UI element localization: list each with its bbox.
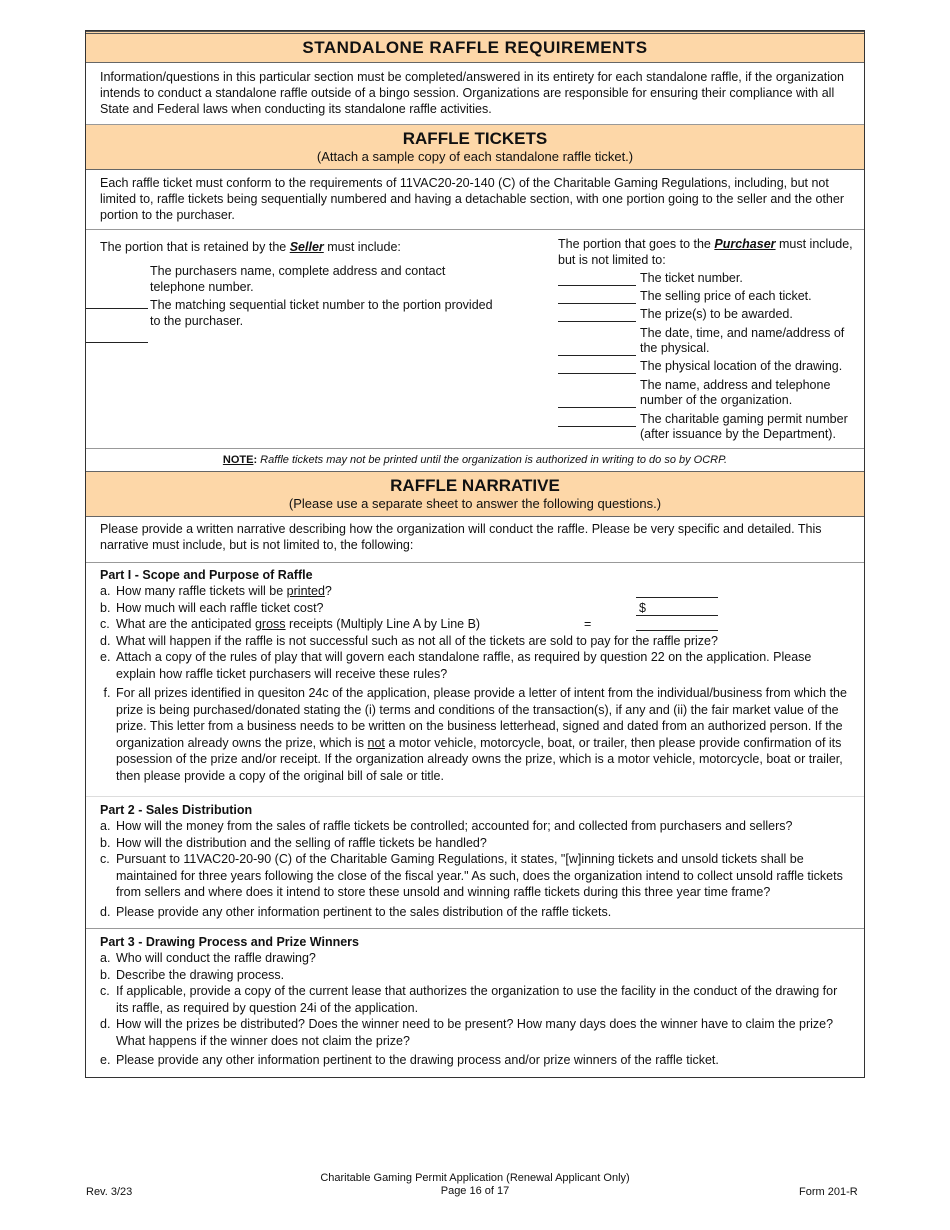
purchaser-blank-4[interactable] [558,355,636,356]
narrative-header [86,472,864,517]
footer-center [200,1172,750,1198]
narrative-title: RAFFLE NARRATIVE [390,476,560,495]
part2-title: Part 2 - Sales Distribution [100,803,253,817]
tickets-header [86,125,864,170]
purchaser-blank-1[interactable] [558,285,636,286]
purchaser-blank-5[interactable] [558,373,636,374]
narrative-intro: Please provide a written narrative describing how the organization will conduct the raffle. Please be very specific and detailed. This narrative must include, but is not limited to, the following: [100,522,822,552]
narrative-subtitle: (Please use a separate sheet to answer the following questions.) [288,496,662,511]
purchaser-item: The name, address and telephone number of the organization. [558,378,858,408]
form-frame [85,30,865,1078]
equals-sign: = [584,617,592,631]
standalone-intro-section [86,63,864,125]
footer-page-number: Page 16 of 17 [440,1185,510,1197]
part2-item-d: d. Please provide any other information pertinent to the sales distribution of the raffle tickets. [100,904,612,919]
part3-item-a: a. Who will conduct the raffle drawing? [100,951,316,965]
seller-blank-2[interactable] [86,342,148,343]
purchaser-item: The date, time, and name/address of the physical. [558,326,858,356]
part2-section [86,797,864,929]
note-text: Raffle tickets may not be printed until the organization is authorized in writing to do so by OCRP. [260,454,728,466]
part2-item-b: b. How will the distribution and the selling of raffle tickets be handled? [100,835,487,850]
part3-item-e: e. Please provide any other information pertinent to the drawing process and/or prize winners of the raffle ticket. [100,1053,719,1067]
narrative-intro-section [86,517,864,563]
purchaser-blank-7[interactable] [558,426,636,427]
purchaser-item: The ticket number. [558,271,858,286]
part1-item-c: c. What are the anticipated gross receipts (Multiply Line A by Line B) = [100,616,850,633]
part1-title: Part I - Scope and Purpose of Raffle [100,568,313,582]
purchaser-heading: The portion that goes to the Purchaser must include, but is not limited to: [558,237,853,267]
ticket-portions [86,230,864,449]
purchaser-item: The selling price of each ticket. [558,289,858,304]
footer-title: Charitable Gaming Permit Application (Renewal Applicant Only) [320,1172,630,1184]
purchaser-item: The prize(s) to be awarded. [558,307,858,322]
tickets-printed-field[interactable] [636,583,718,598]
gross-receipts-field[interactable] [636,616,718,631]
purchaser-blank-3[interactable] [558,321,636,322]
tickets-subtitle: (Attach a sample copy of each standalone raffle ticket.) [316,149,634,164]
part3-section [86,929,864,1077]
footer-revision: Rev. 3/23 [86,1186,133,1198]
part1-item-e: e. Attach a copy of the rules of play that will govern each standalone raffle, as required by question 22 on the application. Please explain how raffle ticket purchasers will receive these rules? [100,650,812,681]
tickets-intro-section [86,170,864,230]
seller-item: The purchasers name, complete address and contact telephone number. [100,263,500,295]
note-label: NOTE [222,454,254,466]
tickets-note: NOTE: Raffle tickets may not be printed until the organization is authorized in writing to do so by OCRP. [86,449,864,472]
purchaser-blank-6[interactable] [558,407,636,408]
standalone-intro: Information/questions in this particular section must be completed/answered in its entirety for each standalone raffle, if the organization intends to conduct a standalone raffle outside of a bingo session. Organizations are responsible for ensuring their compliance with all State and Federal laws when conducting its standalone raffle activities. [100,70,844,116]
part2-item-c: c. Pursuant to 11VAC20-20-90 (C) of the Charitable Gaming Regulations, it states, "[w]inning tickets and unsold tickets shall be maintained for three years following the close of the fiscal year." As such, does the organization intend to collect unsold raffle tickets from sellers and where does it intend to store these unsold and winning raffle tickets during this three year time frame? [100,852,843,899]
part3-title: Part 3 - Drawing Process and Prize Winners [100,935,359,949]
purchaser-column [558,236,858,442]
standalone-header [86,31,864,63]
seller-heading: The portion that is retained by the Seller must include: [100,240,401,254]
part3-item-d: d. How will the prizes be distributed? Does the winner need to be present? How many days does the winner have to claim the prize? What happens if the winner does not claim the prize? [100,1017,834,1048]
ticket-cost-field[interactable] [636,600,718,616]
part1-item-f: f. For all prizes identified in quesiton 24c of the application, please provide a letter of intent from the individual/business from which the prize is being purchased/donated stating the (i) terms and conditions of the transaction(s), if any and (ii) the fair market value of the prize. This letter from a business needs to be written on the business letterhead, signed and dated from an authorized person. If the organization already owns the prize, which is not a motor vehicle, motorcycle, boat, or trailer, then please provide confirmation of its posession of the prize and/or receipt. If the organization already owns the prize, which is a motor vehicle, motorcycle, boat or trailer, then please provide a copy of the original bill of sale or title. [100,686,847,783]
seller-column [100,240,500,329]
part1-item-d: d. What will happen if the raffle is not successful such as not all of the tickets are sold to pay for the raffle prize? [100,633,718,648]
standalone-title: STANDALONE RAFFLE REQUIREMENTS [302,38,648,57]
part1-section [86,563,864,797]
purchaser-item: The physical location of the drawing. [558,359,858,374]
part1-item-a: a. How many raffle tickets will be printed? [100,583,850,600]
part2-item-a: a. How will the money from the sales of raffle tickets be controlled; accounted for; and collected from purchasers and sellers? [100,819,793,833]
part3-item-c: c. If applicable, provide a copy of the current lease that authorizes the organization to use the facility in the conduct of the drawing for its raffle, as required by question 24i of the application. [100,984,838,1015]
purchaser-blank-2[interactable] [558,303,636,304]
dollar-sign: $ [639,600,646,615]
part3-item-b: b. Describe the drawing process. [100,967,285,982]
seller-item: The matching sequential ticket number to the portion provided to the purchaser. [100,297,500,329]
purchaser-item: The charitable gaming permit number (after issuance by the Department). [558,412,858,442]
tickets-title: RAFFLE TICKETS [402,129,548,148]
footer-form-number: Form 201-R [799,1186,858,1198]
tickets-intro: Each raffle ticket must conform to the requirements of 11VAC20-20-140 (C) of the Charitable Gaming Regulations, including, but not limited to, raffle tickets being sequentially numbered and having a detachable section, with one portion going to the seller and the other portion to the purchaser. [100,176,844,222]
part1-item-b: b. How much will each raffle ticket cost? $ [100,600,850,617]
